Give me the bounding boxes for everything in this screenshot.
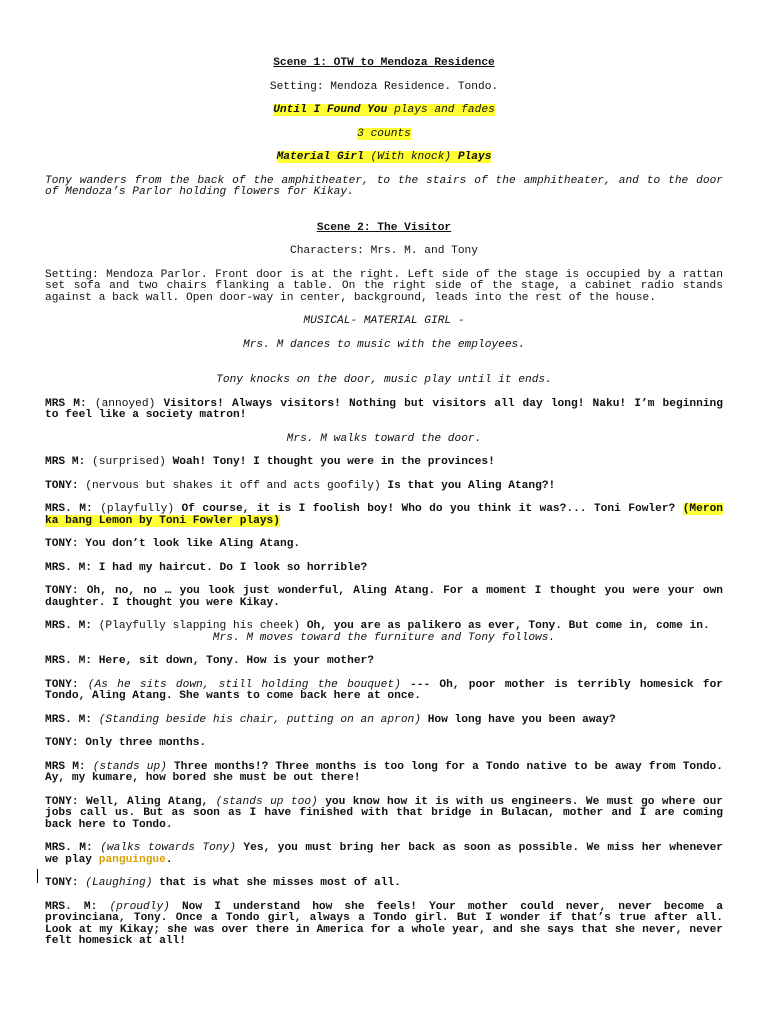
dialogue-line: MRS M: (annoyed) Visitors! Always visitors! Nothing but visitors all day long! Naku! I’m beginning to feel like a society matron!	[45, 397, 723, 421]
panguingue-word: panguingue	[98, 853, 166, 866]
scene1-setting: Setting: Mendoza Residence. Tondo.	[269, 80, 499, 93]
dialogue-line: TONY: You don’t look like Aling Atang.	[45, 538, 301, 550]
dialogue-line: MRS M: (surprised) Woah! Tony! I thought you were in the provinces!	[45, 456, 495, 468]
dialogue-line: TONY: (Laughing) that is what she misses most of all.	[45, 877, 401, 889]
dialogue-line: TONY: Only three months.	[45, 737, 207, 749]
script-page	[45, 58, 723, 948]
song-cue-highlight: (Meron ka bang Lemon by Toni Fowler plays)	[45, 503, 724, 527]
stage-direction: Mrs. M moves toward the furniture and Tony follows.	[212, 631, 556, 644]
scene1-heading: Scene 1: OTW to Mendoza Residence	[273, 57, 495, 69]
dialogue-line: MRS. M: (walks towards Tony) Yes, you must bring her back as soon as possible. We miss her whenever we play panguingue.	[45, 842, 724, 866]
cue2-rest: Plays	[457, 151, 492, 163]
knock-direction: Tony knocks on the door, music play until it ends.	[216, 374, 552, 386]
scene2-setting: Setting: Mendoza Parlor. Front door is at the right. Left side of the stage is occupied by a rattan set sofa and two chairs flanking a table. On the right side of the stage, a cabinet radio stands against a back wall. Open door-way in center, background, leads into the rest of the house.	[45, 268, 723, 304]
counts: 3 counts	[357, 127, 411, 140]
dance-direction: Mrs. M dances to music with the employees.	[243, 338, 525, 351]
cue1-title: Until I Found You	[273, 104, 388, 116]
dialogue-line: TONY: Oh, no, no … you look just wonderful, Aling Atang. For a moment I thought you were your own daughter. I thought you were Kikay.	[45, 585, 723, 609]
text-cursor	[37, 869, 38, 883]
count-cue	[45, 129, 723, 141]
stage-direction: Mrs. M walks toward the door.	[286, 432, 482, 445]
dialogue-line: TONY: (nervous but shakes it off and acts goofily) Is that you Aling Atang?!	[45, 479, 556, 492]
music-cue-1	[45, 105, 723, 117]
dialogue-line: MRS. M: (Standing beside his chair, putting on an apron) How long have you been away?	[45, 713, 616, 726]
dialogue-line: MRS. M: (playfully) Of course, it is I foolish boy! Who do you think it was?... Toni Fowler? (Meron ka bang Lemon by Toni Fowler plays)	[45, 503, 724, 527]
dialogue-line: MRS. M: I had my haircut. Do I look so horrible?	[45, 561, 368, 574]
dialogue-line: MRS M: (stands up) Three months!? Three months is too long for a Tondo native to be away from Tondo. Ay, my kumare, how bored she must be out there!	[45, 760, 723, 784]
scene2-heading: Scene 2: The Visitor	[316, 221, 452, 234]
dialogue-line: MRS. M: (proudly) Now I understand how she feels! Your mother could never, never become a provinciana, Tony. Once a Tondo girl, always a Tondo girl. But I wonder if that’s true after all. Look at my Kikay; she was over there in America for a whole year, and she says that she never, never felt homesick at all!	[45, 900, 724, 947]
dialogue-line: TONY: (As he sits down, still holding the bouquet) --- Oh, poor mother is terribly homesick for Tondo, Aling Atang. She wants to come back here at once.	[45, 678, 723, 702]
music-cue-2	[45, 152, 723, 164]
musical-cue: MUSICAL- MATERIAL GIRL -	[303, 315, 465, 327]
cue1-rest: plays and fades	[387, 104, 495, 116]
scene1-direction: Tony wanders from the back of the amphitheater, to the stairs of the amphitheater, and to the door of Mendoza’s Parlor holding flowers for Kikay.	[45, 174, 723, 198]
scene2-characters: Characters: Mrs. M. and Tony	[290, 245, 478, 257]
dialogue-line: TONY: Well, Aling Atang, (stands up too) you know how it is with us engineers. We must go where our jobs call us. But as soon as I have finished with that bridge in Bulacan, mother and I are coming back here to Tondo.	[45, 795, 723, 831]
cue2-paren: (With knock)	[363, 151, 458, 163]
dialogue-line: MRS. M: (Playfully slapping his cheek) Oh, you are as palikero as ever, Tony. But come in, come in.	[45, 620, 710, 632]
cue2-title: Material Girl	[276, 151, 364, 163]
dialogue-line: MRS. M: Here, sit down, Tony. How is your mother?	[45, 655, 374, 667]
